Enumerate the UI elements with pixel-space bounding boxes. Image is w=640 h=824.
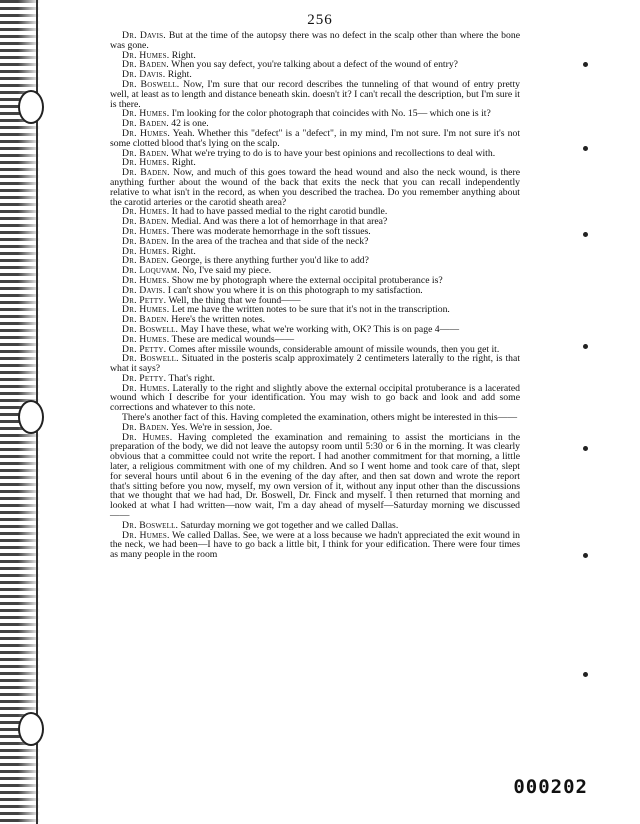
speech-text: But at the time of the autopsy there was no defect in the scalp other than where the bone was gone. — [110, 30, 521, 51]
speech-text: Right. — [171, 245, 196, 257]
speaker-name: Dr. Petty. — [122, 294, 167, 306]
scan-speck — [583, 344, 588, 349]
speaker-name: Dr. Humes. — [122, 49, 170, 61]
speech-text: It had to have passed medial to the right carotid bundle. — [171, 206, 388, 218]
speaker-name: Dr. Boswell. — [122, 78, 180, 90]
speaker-name: Dr. Humes. — [122, 431, 173, 443]
speaker-name: Dr. Boswell. — [122, 353, 179, 365]
transcript-paragraph — [110, 531, 520, 560]
transcript-paragraph — [110, 384, 520, 413]
punch-hole-top — [18, 90, 44, 124]
speaker-name: Dr. Humes. — [122, 108, 170, 120]
speaker-name: Dr. Petty. — [122, 372, 167, 384]
speech-text: Right. — [171, 157, 196, 169]
speaker-name: Dr. Humes. — [122, 529, 170, 541]
speech-text: There's another fact of this. Having completed the examination, others might be interested in this—— — [122, 412, 518, 424]
speech-text: Let me have the written notes to be sure that it's not in the transcription. — [171, 304, 450, 316]
speech-text: Show me by photograph where the external occipital protuberance is? — [171, 274, 443, 286]
speech-text: Now, and much of this goes toward the head wound and also the neck wound, is there anything further about the wound of the back that exits the neck that you can recall independently relative to what isn't in the record, as when you described the trachea. Do you remember anything about the carotid arteries or the carotid sheath area? — [110, 167, 520, 208]
transcript-paragraph — [110, 80, 520, 109]
speech-text: When you say defect, you're talking about a defect of the wound of entry? — [171, 59, 458, 71]
speech-text: In the area of the trachea and that side of the neck? — [171, 235, 369, 247]
speech-text: Yes. We're in session, Joe. — [170, 421, 273, 433]
speech-text: Situated in the posteris scalp approximately 2 centimeters laterally to the right, is that what it says? — [110, 353, 521, 375]
speaker-name: Dr. Baden. — [122, 59, 169, 71]
speaker-name: Dr. Humes. — [122, 225, 170, 237]
speaker-name: Dr. Baden. — [122, 421, 169, 433]
punch-hole-middle — [18, 400, 44, 434]
scan-speck — [583, 446, 588, 451]
scan-speck — [583, 553, 588, 558]
punch-hole-bottom — [18, 712, 44, 746]
speech-text: That's right. — [168, 372, 215, 384]
speech-text: I'm looking for the color photograph that coincides with No. 15— which one is it? — [171, 108, 491, 120]
speech-text: No, I've said my piece. — [182, 265, 272, 277]
speaker-name: Dr. Baden. — [122, 314, 169, 326]
speech-text: These are medical wounds—— — [171, 333, 295, 345]
speech-text: Saturday morning we got together and we called Dallas. — [180, 519, 399, 531]
speaker-name: Dr. Davis. — [122, 30, 166, 41]
speech-text: Laterally to the right and slightly above the external occipital protuberance is a lacerated wound which I describe for your identification. You may wish to go back and look and add some corrections and whatever to this note. — [110, 382, 521, 414]
speaker-name: Dr. Humes. — [122, 127, 171, 139]
speaker-name: Dr. Humes. — [122, 382, 170, 394]
speaker-name: Dr. Davis. — [122, 284, 166, 296]
speech-text: 42 is one. — [171, 118, 209, 130]
transcript-paragraph — [110, 129, 520, 149]
speaker-name: Dr. Humes. — [122, 245, 170, 257]
scan-speck — [583, 62, 588, 67]
speaker-name: Dr. Boswell. — [122, 323, 179, 335]
speech-text: Comes after missile wounds, considerable amount of missile wounds, then you get it. — [168, 343, 500, 355]
speaker-name: Dr. Petty. — [122, 343, 167, 355]
speaker-name: Dr. Humes. — [122, 157, 170, 169]
scan-speck — [583, 146, 588, 151]
speaker-name: Dr. Baden. — [122, 235, 169, 247]
speaker-name: Dr. Humes. — [122, 333, 170, 345]
scan-speck — [583, 672, 588, 677]
speech-text: Now, I'm sure that our record describes the tunneling of that wound of entry pretty well, at least as to length and distance beneath skin. doesn't it? I can't recall the description, but I'm sure it is there. — [110, 78, 521, 110]
speech-text: Right. — [171, 49, 196, 61]
speech-text: Yeah. Whether this "defect" is a "defect", in my mind, I'm not sure. I'm not sure it's not some clotted blood that's lying on the scalp. — [110, 127, 521, 149]
transcript-paragraph — [110, 31, 520, 51]
speaker-name: Dr. Boswell. — [122, 519, 179, 531]
speech-text: There was moderate hemorrhage in the soft tissues. — [171, 225, 371, 237]
speaker-name: Dr. Baden. — [122, 147, 169, 159]
speech-text: What we're trying to do is to have your best opinions and recollections to deal with. — [171, 147, 496, 159]
speech-text: George, is there anything further you'd like to add? — [171, 255, 369, 267]
transcript-paragraph — [110, 354, 520, 374]
speech-text: We called Dallas. See, we were at a loss because we hadn't appreciated the exit wound in the neck, we had been—I have to go back a little bit, I think for your edification. There were four times as many people in the room — [110, 529, 521, 561]
speech-text: Here's the written notes. — [171, 314, 266, 326]
speaker-name: Dr. Baden. — [122, 255, 169, 267]
speech-text: I can't show you where it is on this photograph to my satisfaction. — [167, 284, 423, 296]
transcript-body — [110, 31, 520, 560]
speech-text: Well, the thing that we found—— — [168, 294, 301, 306]
speech-text: May I have these, what we're working with, OK? This is on page 4—— — [180, 323, 460, 335]
speaker-name: Dr. Baden. — [122, 216, 169, 228]
transcript-paragraph — [110, 433, 520, 521]
bates-number: 000202 — [513, 776, 588, 798]
speaker-name: Dr. Loquvam. — [122, 265, 180, 277]
speaker-name: Dr. Baden. — [122, 167, 170, 179]
page-number: 256 — [307, 12, 333, 28]
transcript-paragraph — [110, 168, 520, 207]
speaker-name: Dr. Humes. — [122, 206, 170, 218]
speaker-name: Dr. Baden. — [122, 118, 169, 130]
scan-speck — [583, 232, 588, 237]
speaker-name: Dr. Humes. — [122, 274, 170, 286]
speech-text: Right. — [167, 69, 192, 81]
speech-text: Having completed the examination and remaining to assist the morticians in the preparation of the body, we did not leave the autopsy room until 5:30 or 6 in the morning. It was clearly obvious that a committee could not write the report. I had another commitment for that morning, a little later, a religious commitment with one of my children. And so I went home and took care of that, slept for several hours until about 6 in the evening of the day after, and then sat down and wrote the report that's sitting before you now, myself, my own version of it, without any input other than the discussions that we thought that we had had, Dr. Boswell, Dr. Finck and myself. I then returned that morning and looked at what I had written—now wait, I'm a day ahead of myself—Saturday morning we discussed—— — [110, 431, 521, 522]
speaker-name: Dr. Humes. — [122, 304, 170, 316]
speech-text: Medial. And was there a lot of hemorrhage in that area? — [171, 216, 388, 228]
speaker-name: Dr. Davis. — [122, 69, 166, 81]
